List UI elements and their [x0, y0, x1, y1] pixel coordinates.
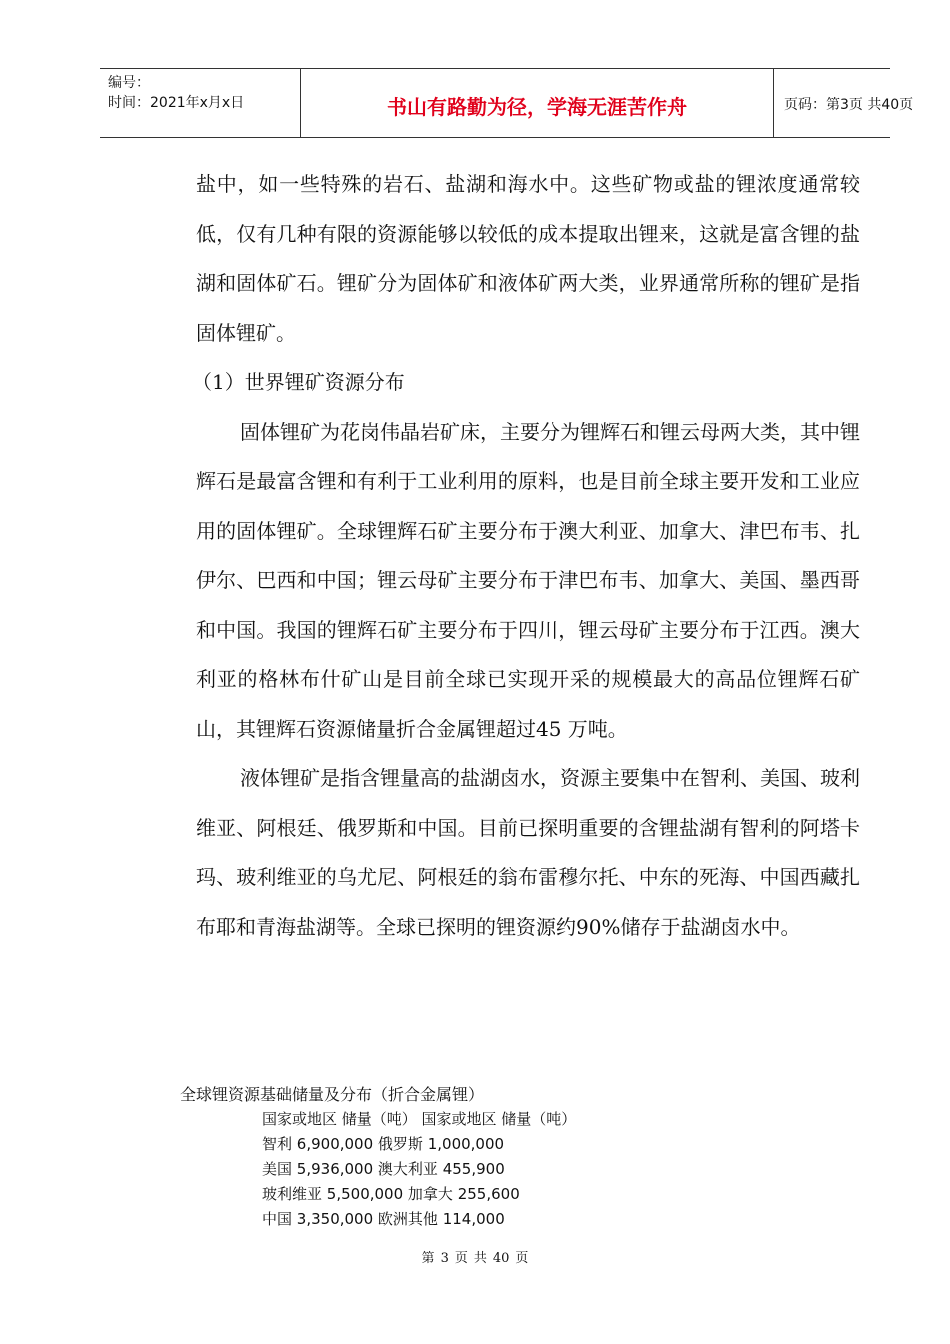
table-row	[262, 1183, 520, 1204]
country: 澳大利亚	[377, 1160, 438, 1178]
motto: 书山有路勤为径，学海无涯苦作舟	[387, 95, 687, 119]
document-header	[100, 68, 914, 138]
body-text	[192, 160, 860, 952]
table-row	[262, 1133, 504, 1154]
reserve: 5,500,000	[326, 1185, 404, 1203]
header-page-cell	[774, 69, 914, 137]
country: 欧洲其他	[377, 1210, 438, 1228]
paragraph: 盐中，如一些特殊的岩石、盐湖和海水中。这些矿物或盐的锂浓度通常较低，仅有几种有限的资源能够以较低的成本提取出锂来，这就是富含锂的盐湖和固体矿石。锂矿分为固体矿和液体矿两大类，业界通常所称的锂矿是指固体锂矿。	[196, 172, 860, 345]
number-label: 编号：	[108, 75, 150, 91]
reserve: 1,000,000	[427, 1135, 505, 1153]
footer-ye: 页	[454, 1251, 468, 1266]
footer-total-pages: 40	[492, 1251, 510, 1266]
time-label: 时间：2021年x月x日	[108, 95, 245, 111]
country: 加拿大	[407, 1185, 453, 1203]
country: 智利	[262, 1135, 293, 1153]
footer-gong: 共	[473, 1251, 487, 1266]
footer-page-number: 3	[440, 1251, 449, 1266]
country: 玻利维亚	[262, 1185, 323, 1203]
reserve: 255,600	[457, 1185, 520, 1203]
reserve: 6,900,000	[296, 1135, 374, 1153]
table-title: 全球锂资源基础储量及分布（折合金属锂）	[180, 1085, 485, 1104]
reserve: 3,350,000	[296, 1210, 374, 1228]
table-row	[262, 1208, 505, 1229]
section-heading: （1）世界锂矿资源分布	[192, 370, 405, 394]
header-info-cell	[100, 69, 301, 137]
footer-di: 第	[421, 1251, 435, 1266]
paragraph: 固体锂矿为花岗伟晶岩矿床，主要分为锂辉石和锂云母两大类，其中锂辉石是最富含锂和有利于工业利用的原料，也是目前全球主要开发和工业应用的固体锂矿。全球锂辉石矿主要分布于澳大利亚、加拿大、津巴布韦、扎伊尔、巴西和中国；锂云母矿主要分布于津巴布韦、加拿大、美国、墨西哥和中国。我国的锂辉石矿主要分布于四川，锂云母矿主要分布于江西。澳大利亚的格林布什矿山是目前全球已实现开采的规模最大的高品位锂辉石矿山，其锂辉石资源储量折合金属锂超过45 万吨。	[196, 419, 860, 741]
reserve: 114,000	[442, 1210, 505, 1228]
country: 美国	[262, 1160, 293, 1178]
country: 中国	[262, 1210, 293, 1228]
country: 俄罗斯	[377, 1135, 423, 1153]
footer-ye2: 页	[515, 1251, 529, 1266]
reserve: 5,936,000	[296, 1160, 374, 1178]
page-code: 页码：第3页 共40页	[784, 97, 914, 113]
page-footer	[0, 1247, 950, 1266]
table-row	[262, 1158, 505, 1179]
table-header: 国家或地区 储量（吨） 国家或地区 储量（吨）	[262, 1110, 577, 1128]
reserve: 455,900	[442, 1160, 505, 1178]
paragraph: 液体锂矿是指含锂量高的盐湖卤水，资源主要集中在智利、美国、玻利维亚、阿根廷、俄罗斯和中国。目前已探明重要的含锂盐湖有智利的阿塔卡玛、玻利维亚的乌尤尼、阿根廷的翁布雷穆尔托、中东的死海、中国西藏扎布耶和青海盐湖等。全球已探明的锂资源约90%储存于盐湖卤水中。	[196, 766, 860, 939]
header-motto-cell	[301, 69, 774, 137]
